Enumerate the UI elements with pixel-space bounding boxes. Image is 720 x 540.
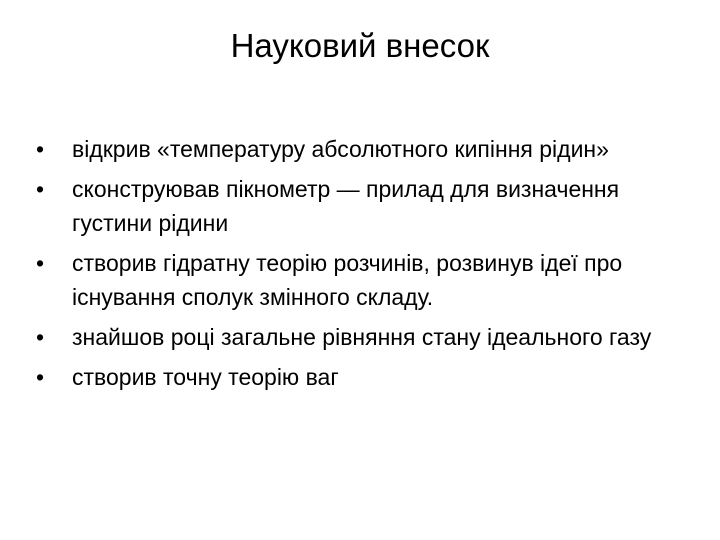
bullet-dot-icon: • [36,364,45,390]
bullet-list [36,132,676,400]
bullet-item [36,320,676,354]
bullet-text: створив точну теорію ваг [72,364,339,390]
bullet-dot-icon: • [36,136,45,162]
bullet-text: знайшов році загальне рівняння стану ідеального газу [72,324,652,350]
slide-title: Науковий внесок [230,27,490,64]
bullet-item [36,132,676,166]
bullet-item [36,360,676,394]
bullet-text: сконструював пікнометр — прилад для визначення густини рідини [72,176,620,236]
bullet-dot-icon: • [36,250,45,276]
bullet-text: відкрив «температуру абсолютного кипіння рідин» [72,136,609,162]
bullet-item [36,246,676,314]
bullet-text: створив гідратну теорію розчинів, розвинув ідеї про існування сполук змінного складу. [72,250,623,310]
bullet-dot-icon: • [36,324,45,350]
bullet-item [36,172,676,240]
bullet-dot-icon: • [36,176,45,202]
